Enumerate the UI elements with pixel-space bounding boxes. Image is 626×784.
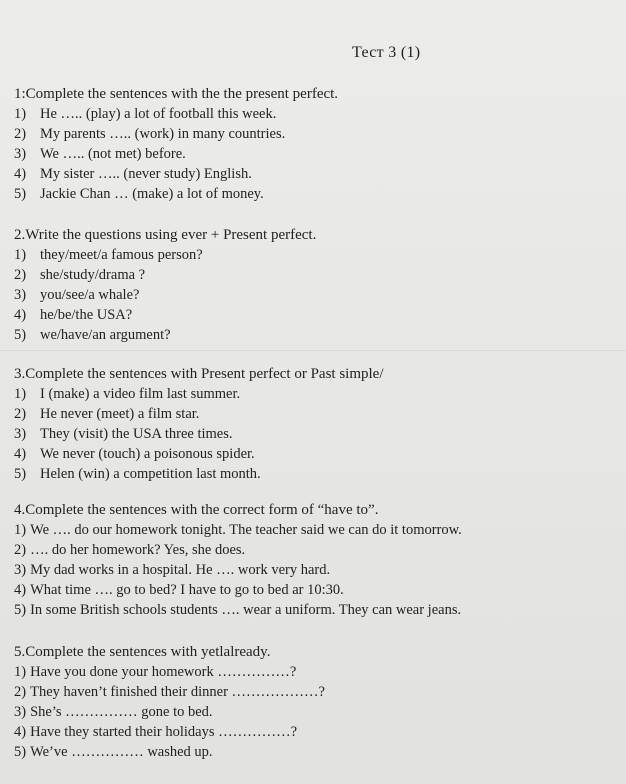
- item-number: 1): [14, 106, 27, 122]
- task-1: [14, 84, 338, 204]
- task-item: [14, 424, 384, 444]
- item-number: 4): [14, 582, 27, 598]
- task-item: [14, 265, 316, 285]
- item-text: They (visit) the USA three times.: [40, 426, 233, 442]
- item-text: My sister ….. (never study) English.: [40, 166, 252, 182]
- item-text: They haven’t finished their dinner ………………?: [30, 684, 325, 700]
- task-heading: 4.Complete the sentences with the correct form of “have to”.: [14, 502, 379, 518]
- item-number: 2): [14, 684, 27, 700]
- task-item: [14, 444, 384, 464]
- task-item: [14, 245, 316, 265]
- task-item: [14, 742, 325, 762]
- item-number: 5): [14, 327, 27, 343]
- item-number: 1): [14, 664, 27, 680]
- item-number: 5): [14, 744, 27, 760]
- item-number: 5): [14, 602, 27, 618]
- item-text: She’s …………… gone to bed.: [30, 704, 213, 720]
- task-item: [14, 404, 384, 424]
- item-text: What time …. go to bed? I have to go to bed ar 10:30.: [30, 582, 344, 598]
- item-text: We’ve …………… washed up.: [30, 744, 213, 760]
- item-text: Jackie Chan … (make) a lot of money.: [40, 186, 264, 202]
- item-number: 4): [14, 446, 27, 462]
- task-item: [14, 285, 316, 305]
- page-title: Тест 3 (1): [352, 44, 421, 61]
- item-number: 3): [14, 287, 27, 303]
- item-text: he/be/the USA?: [40, 307, 133, 323]
- task-item: [14, 600, 462, 620]
- task-item: [14, 682, 325, 702]
- item-text: He never (meet) a film star.: [40, 406, 200, 422]
- task-item: [14, 164, 338, 184]
- item-text: In some British schools students …. wear a uniform. They can wear jeans.: [30, 602, 462, 618]
- item-text: you/see/a whale?: [40, 287, 140, 303]
- item-text: Have you done your homework ……………?: [30, 664, 297, 680]
- task-heading: 2.Write the questions using ever + Present perfect.: [14, 227, 317, 243]
- item-text: they/meet/a famous person?: [40, 247, 203, 263]
- item-text: We …. do our homework tonight. The teacher said we can do it tomorrow.: [30, 522, 462, 538]
- task-item: [14, 560, 462, 580]
- item-number: 4): [14, 307, 27, 323]
- task-item: [14, 325, 316, 345]
- task-item: [14, 722, 325, 742]
- task-item: [14, 124, 338, 144]
- task-item: [14, 540, 462, 560]
- task-item: [14, 104, 338, 124]
- task-item: [14, 305, 316, 325]
- item-number: 3): [14, 426, 27, 442]
- item-text: I (make) a video film last summer.: [40, 386, 241, 402]
- item-number: 2): [14, 406, 27, 422]
- task-heading: 5.Complete the sentences with yetlalready.: [14, 644, 271, 660]
- item-number: 1): [14, 247, 27, 263]
- item-number: 3): [14, 562, 27, 578]
- item-number: 3): [14, 704, 27, 720]
- task-item: [14, 520, 462, 540]
- item-text: We ….. (not met) before.: [40, 146, 186, 162]
- item-number: 4): [14, 724, 27, 740]
- item-text: Have they started their holidays ……………?: [30, 724, 298, 740]
- task-item: [14, 184, 338, 204]
- item-text: she/study/drama ?: [40, 267, 146, 283]
- task-heading: 1:Complete the sentences with the the present perfect.: [14, 86, 339, 102]
- item-text: we/have/an argument?: [40, 327, 171, 343]
- item-number: 2): [14, 542, 27, 558]
- item-number: 2): [14, 126, 27, 142]
- task-item: [14, 662, 325, 682]
- item-number: 1): [14, 522, 27, 538]
- task-3: [14, 364, 384, 484]
- item-text: He ….. (play) a lot of football this week.: [40, 106, 277, 122]
- item-text: My parents ….. (work) in many countries.: [40, 126, 286, 142]
- task-4: [14, 500, 462, 620]
- item-text: …. do her homework? Yes, she does.: [30, 542, 246, 558]
- item-number: 5): [14, 186, 27, 202]
- task-heading: 3.Complete the sentences with Present perfect or Past simple/: [14, 366, 384, 382]
- task-item: [14, 144, 338, 164]
- task-item: [14, 580, 462, 600]
- item-number: 2): [14, 267, 27, 283]
- item-text: My dad works in a hospital. He …. work very hard.: [30, 562, 331, 578]
- item-number: 3): [14, 146, 27, 162]
- task-item: [14, 464, 384, 484]
- paper-fold-line: [0, 350, 626, 351]
- item-number: 4): [14, 166, 27, 182]
- task-item: [14, 384, 384, 404]
- task-2: [14, 225, 316, 345]
- task-5: [14, 642, 325, 762]
- task-item: [14, 702, 325, 722]
- item-number: 1): [14, 386, 27, 402]
- item-text: Helen (win) a competition last month.: [40, 466, 261, 482]
- item-text: We never (touch) a poisonous spider.: [40, 446, 255, 462]
- item-number: 5): [14, 466, 27, 482]
